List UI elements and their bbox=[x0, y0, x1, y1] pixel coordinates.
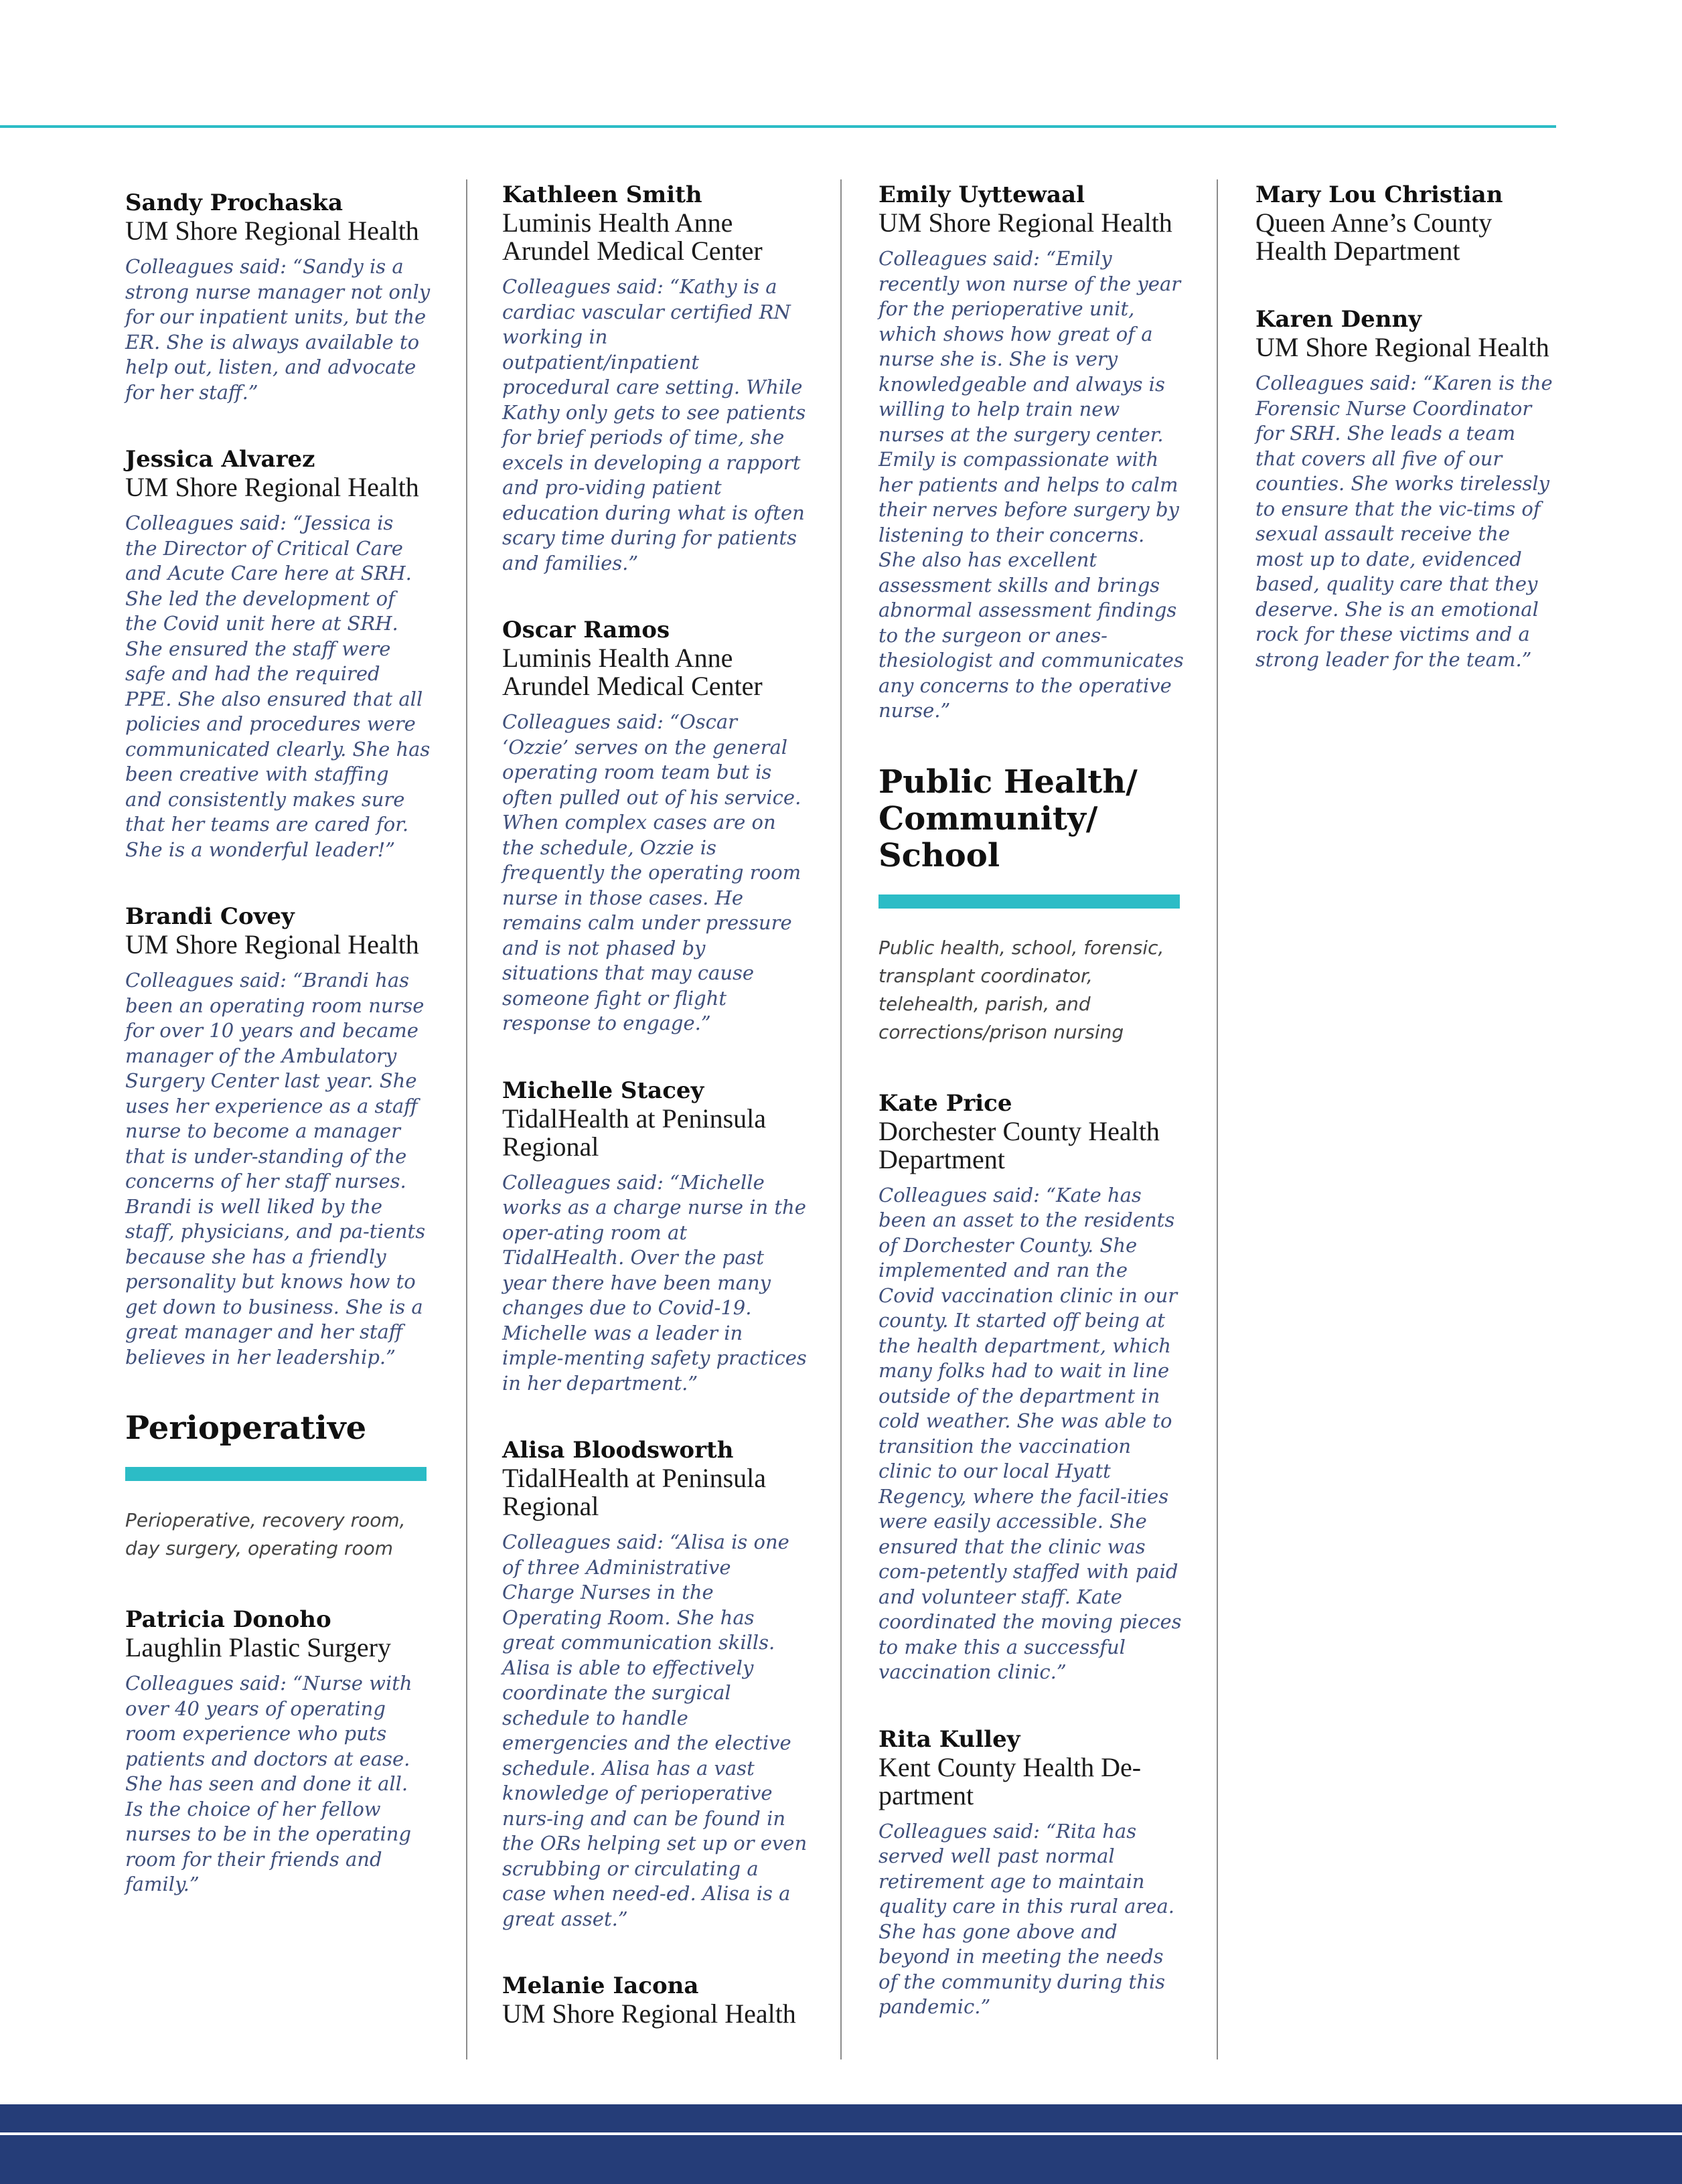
footer-band bbox=[0, 2104, 1682, 2184]
top-accent-rule bbox=[0, 125, 1556, 128]
column-divider bbox=[1217, 179, 1218, 2059]
nominee-entry bbox=[502, 1077, 808, 1397]
nominee-organization: UM Shore Regional Health bbox=[125, 472, 419, 502]
nominee-organization: TidalHealth at Peninsula Regional bbox=[502, 1103, 767, 1162]
nominee-entry bbox=[1255, 181, 1561, 265]
nominee-name: Rita Kulley bbox=[878, 1725, 1020, 1753]
nominee-quote: Colleagues said: “Rita has served well past normal retirement age to maintain quality care in this rural area. She has gone above and beyond in meeting the needs of the community during this pandemic.” bbox=[878, 1819, 1174, 2018]
column-1 bbox=[125, 189, 431, 1938]
nominee-name: Sandy Prochaska bbox=[125, 189, 343, 216]
nominee-quote: Colleagues said: “Oscar ‘Ozzie’ serves on the general operating room team but is often pulled out of his service. When complex cases are on the schedule, Ozzie is frequently the operating room nurse in those cases. He remains calm under pressure and is not phased by situations that may cause someone fight or flight response to engage.” bbox=[502, 710, 801, 1034]
nominee-organization: Luminis Health Anne Arundel Medical Center bbox=[502, 208, 763, 266]
nominee-entry bbox=[125, 903, 431, 1370]
nominee-name: Kathleen Smith bbox=[502, 181, 702, 208]
nominee-quote: Colleagues said: “Alisa is one of three Administrative Charge Nurses in the Operating Room. She has great communication skills. Alisa is able to effectively coordinate the surgical schedule to handle emergencies and the elective schedule. Alisa has a vast knowledge of perioperative nurs-ing and can be found in the ORs helping set up or even scrubbing or circulating a case when need-ed. Alisa is a great asset.” bbox=[502, 1531, 808, 1930]
column-2 bbox=[502, 181, 808, 2068]
nominee-quote: Colleagues said: “Kathy is a cardiac vascular certified RN working in outpatient/inpatient procedural care setting. While Kathy only gets to see patients for brief periods of time, she excels in developing a rapport and pro-viding patient education during what is often scary time during for patients and families.” bbox=[502, 275, 806, 574]
nominee-name: Kate Price bbox=[878, 1089, 1012, 1117]
nominee-name: Michelle Stacey bbox=[502, 1077, 704, 1104]
nominee-quote: Colleagues said: “Karen is the Forensic Nurse Coordinator for SRH. She leads a team that covers all five of our counties. She works tirelessly to ensure that the vic-tims of sexual assault receive the most up to date, evidenced based, quality care that they deserve. She is an emotional rock for these victims and a strong leader for the team.” bbox=[1255, 372, 1553, 671]
nominee-organization: UM Shore Regional Health bbox=[1255, 332, 1549, 362]
nominee-entry bbox=[502, 1436, 808, 1932]
category-description: Public health, school, forensic, transplant coordinator, telehealth, parish, and corrections/prison nursing bbox=[878, 936, 1164, 1043]
nominee-name: Patricia Donoho bbox=[125, 1606, 331, 1633]
nominee-organization: Laughlin Plastic Surgery bbox=[125, 1632, 391, 1662]
nominee-name: Karen Denny bbox=[1255, 306, 1422, 333]
nominee-quote: Colleagues said: “Brandi has been an operating room nurse for over 10 years and became manager of the Ambulatory Surgery Center last year. She uses her experience as a staff nurse to become a manager that is under-standing of the concerns of her staff nurses. Brandi is well liked by the staff, physicians, and pa-tients because she has a friendly personality but knows how to get down to business. She is a great manager and her staff believes in her leadership.” bbox=[125, 969, 426, 1369]
nominee-entry bbox=[502, 181, 808, 576]
nominee-entry bbox=[125, 1606, 431, 1897]
category-title: Perioperative bbox=[125, 1409, 367, 1447]
nominee-entry bbox=[502, 1972, 808, 2028]
nominee-name: Melanie Iacona bbox=[502, 1972, 699, 1999]
category-section bbox=[125, 1410, 431, 1563]
nominee-name: Alisa Bloodsworth bbox=[502, 1437, 734, 1464]
nominee-organization: UM Shore Regional Health bbox=[878, 208, 1172, 238]
nominee-organization: Dorchester County Health Department bbox=[878, 1115, 1160, 1174]
nominee-organization: Luminis Health Anne Arundel Medical Center bbox=[502, 643, 763, 701]
category-accent-bar bbox=[125, 1467, 427, 1481]
nominee-quote: Colleagues said: “Michelle works as a charge nurse in the oper-ating room at TidalHealth. Over the past year there have been many changes due to Covid-19. Michelle was a leader in imple-menting safety practices in her department.” bbox=[502, 1170, 807, 1395]
nominee-quote: Colleagues said: “Nurse with over 40 years of operating room experience who puts patients and doctors at ease. She has seen and done it all. Is the choice of her fellow nurses to be in the operating room for their friends and family.” bbox=[125, 1672, 412, 1895]
footer-rule bbox=[0, 2132, 1682, 2135]
category-accent-bar bbox=[878, 894, 1180, 909]
nominee-organization: TidalHealth at Peninsula Regional bbox=[502, 1463, 767, 1521]
category-section bbox=[878, 764, 1184, 1046]
nominee-entry bbox=[1255, 305, 1561, 672]
nominee-entry bbox=[125, 445, 431, 862]
nominee-entry bbox=[878, 1089, 1184, 1685]
nominee-quote: Colleagues said: “Emily recently won nurse of the year for the perioperative unit, which shows how great of a nurse she is. She is very knowledgeable and always is willing to help train new nurses at the surgery center. Emily is compassionate with her patients and helps to calm their nerves before surgery by listening to their concerns. She also has excellent assessment skills and brings abnormal assessment findings to the surgeon or anes-thesiologist and communicates any concerns to the operative nurse.” bbox=[878, 247, 1184, 722]
column-divider bbox=[840, 179, 842, 2059]
nominee-entry bbox=[878, 1725, 1184, 2020]
nominee-organization: Kent County Health De-partment bbox=[878, 1751, 1142, 1810]
nominee-name: Emily Uyttewaal bbox=[878, 181, 1085, 208]
nominee-name: Brandi Covey bbox=[125, 903, 295, 930]
nominee-quote: Colleagues said: “Kate has been an asset to the residents of Dorchester County. She implemented and ran the Covid vaccination clinic in our county. It started off being at the health department, which many folks had to wait in line outside of the department in cold weather. She was able to transition the vaccination clinic to our local Hyatt Regency, where the facil-ities were easily accessible. She ensured that the clinic was com-petently staffed with paid and volunteer staff. Kate coordinated the moving pieces to make this a successful vaccination clinic.” bbox=[878, 1183, 1182, 1683]
category-title: Public Health/ Community/ School bbox=[878, 763, 1138, 874]
column-3 bbox=[878, 181, 1184, 2060]
nominee-quote: Colleagues said: “Sandy is a strong nurse manager not only for our inpatient units, but the ER. She is always available to help out, listen, and advocate for her staff.” bbox=[125, 255, 431, 404]
column-4 bbox=[1255, 181, 1561, 712]
nominee-entry bbox=[125, 189, 431, 405]
nominee-entry bbox=[878, 181, 1184, 724]
nominee-name: Mary Lou Christian bbox=[1255, 181, 1503, 208]
nominee-organization: Queen Anne’s County Health Department bbox=[1255, 208, 1493, 266]
nominee-quote: Colleagues said: “Jessica is the Director of Critical Care and Acute Care here at SRH. She led the development of the Covid unit here at SRH. She ensured the staff were safe and had the required PPE. She also ensured that all policies and procedures were communicated clearly. She has been creative with staffing and consistently makes sure that her teams are cared for. She is a wonderful leader!” bbox=[125, 512, 431, 861]
nominee-entry bbox=[502, 616, 808, 1036]
column-divider bbox=[466, 179, 467, 2059]
nominee-name: Jessica Alvarez bbox=[125, 446, 315, 473]
nominee-organization: UM Shore Regional Health bbox=[125, 929, 419, 959]
category-description: Perioperative, recovery room, day surgery, operating room bbox=[125, 1509, 406, 1559]
nominee-organization: UM Shore Regional Health bbox=[125, 216, 419, 246]
nominee-organization: UM Shore Regional Health bbox=[502, 1999, 796, 2029]
nominee-name: Oscar Ramos bbox=[502, 617, 670, 643]
